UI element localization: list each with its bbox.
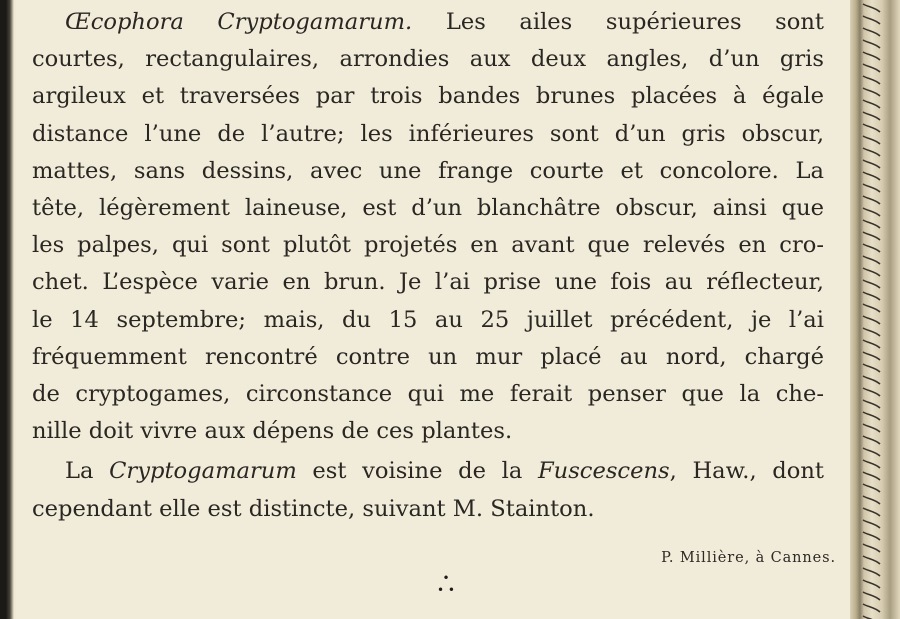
paragraph-1-line-9: le 14 septembre; mais, du 15 au 25 juillet précédent, je l’ai: [32, 306, 824, 333]
paragraph-2-line-2: cependant elle est distincte, suivant M. Stainton.: [32, 495, 595, 522]
page-left-edge: [0, 0, 14, 619]
paragraph-1-line-3: argileux et traversées par trois bandes brunes placées à égale: [32, 83, 824, 110]
ornament: [426, 572, 466, 596]
paragraph-1-line-4: distance l’une de l’autre; les inférieures sont d’un gris obscur,: [32, 120, 824, 147]
line-text: est voisine de la: [296, 458, 538, 485]
species-name: Fuscescens: [537, 458, 670, 485]
binding-stitch: [863, 436, 880, 444]
binding-stitch: [863, 592, 880, 600]
binding-stitch: [863, 460, 880, 468]
binding-stitch: [863, 16, 880, 24]
binding-stitch: [863, 136, 880, 144]
paragraph-1-line-5: mattes, sans dessins, avec une frange courte et concolore. La: [32, 157, 824, 184]
binding-stitch: [863, 556, 880, 564]
book-spine-binding: [850, 0, 900, 619]
binding-stitch: [863, 304, 880, 312]
binding-stitch: [863, 496, 880, 504]
binding-stitch: [863, 364, 880, 372]
binding-stitch: [863, 580, 880, 588]
species-heading: Œcophora Cryptogamarum.: [65, 9, 413, 35]
binding-stitch: [863, 544, 880, 552]
binding-stitch: [863, 412, 880, 420]
binding-stitch: [863, 112, 880, 120]
binding-stitch: [863, 28, 880, 36]
line-text: La: [65, 458, 110, 485]
binding-stitch: [863, 424, 880, 432]
binding-stitch: [863, 376, 880, 384]
paragraph-1-line-6: tête, légèrement laineuse, est d’un blanchâtre obscur, ainsi que: [32, 195, 824, 222]
book-page: [16, 0, 850, 619]
binding-stitch: [863, 64, 880, 72]
binding-stitch: [863, 340, 880, 348]
binding-stitch-pattern: [860, 0, 884, 619]
binding-stitch: [863, 40, 880, 48]
binding-stitch: [863, 184, 880, 192]
binding-stitch: [863, 100, 880, 108]
paragraph-1-line-11: de cryptogames, circonstance qui me ferait penser que la che-: [32, 381, 824, 408]
paragraph-1-line-8: chet. L’espèce varie en brun. Je l’ai prise une fois au réflecteur,: [32, 269, 824, 296]
binding-stitch: [863, 448, 880, 456]
binding-stitch: [863, 4, 880, 12]
binding-stitch: [863, 604, 880, 612]
paragraph-1-line-10: fréquemment rencontré contre un mur placé au nord, chargé: [32, 343, 824, 370]
binding-stitch: [863, 124, 880, 132]
binding-stitch: [863, 280, 880, 288]
species-name: Cryptogamarum: [109, 458, 297, 485]
binding-stitch: [863, 352, 880, 360]
binding-stitch: [863, 316, 880, 324]
article-body: [32, 4, 824, 528]
binding-stitch: [863, 52, 880, 60]
binding-stitch: [863, 232, 880, 240]
binding-stitch: [863, 484, 880, 492]
binding-stitch: [863, 532, 880, 540]
binding-stitch: [863, 148, 880, 156]
binding-stitch: [863, 196, 880, 204]
binding-stitch: [863, 256, 880, 264]
author-signature: P. Millière, à Cannes.: [661, 550, 836, 566]
binding-stitch: [863, 388, 880, 396]
paragraph-1-line-2: courtes, rectangulaires, arrondies aux deux angles, d’un gris: [32, 46, 824, 73]
binding-stitch: [863, 268, 880, 276]
ornament-top: •: [442, 571, 450, 585]
binding-stitch: [863, 520, 880, 528]
binding-stitch: [863, 88, 880, 96]
paragraph-1-line-1: [32, 4, 824, 41]
binding-stitch: [863, 508, 880, 516]
paragraph-1-line-12: nille doit vivre aux dépens de ces plantes.: [32, 418, 513, 445]
ornament-bottom: • •: [437, 583, 455, 597]
binding-stitch: [863, 160, 880, 168]
binding-stitch: [863, 208, 880, 216]
binding-stitch: [863, 244, 880, 252]
binding-stitch: [863, 568, 880, 576]
binding-stitch: [863, 292, 880, 300]
paragraph-2-line-1: [32, 453, 824, 490]
binding-stitch: [863, 172, 880, 180]
binding-stitch: [863, 400, 880, 408]
line-text: Les ailes supérieures sont: [412, 9, 824, 35]
binding-stitch: [863, 328, 880, 336]
binding-stitch: [863, 76, 880, 84]
paragraph-1-line-7: les palpes, qui sont plutôt projetés en avant que relevés en cro-: [32, 232, 824, 259]
binding-stitch: [863, 472, 880, 480]
binding-stitch: [863, 220, 880, 228]
line-text: , Haw., dont: [669, 458, 825, 485]
